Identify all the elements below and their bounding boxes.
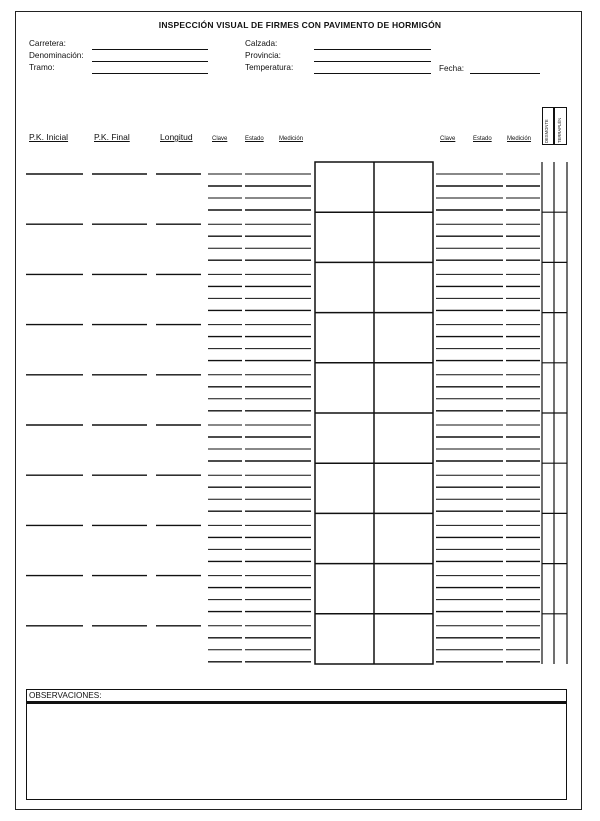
tramo-label: Tramo: — [29, 63, 55, 72]
provincia-label: Provincia: — [245, 51, 281, 60]
clave-heading-right: Clave — [440, 136, 456, 142]
observations-field[interactable] — [26, 702, 567, 800]
pk-final-heading: P.K. Final — [94, 132, 130, 142]
form-title: INSPECCIÓN VISUAL DE FIRMES CON PAVIMENTO DE HORMIGÓN — [158, 20, 442, 30]
observations-header — [26, 689, 567, 702]
temperatura-label: Temperatura: — [245, 63, 294, 72]
longitud-heading: Longitud — [160, 132, 193, 142]
carretera-label: Carretera: — [29, 39, 66, 48]
estado-heading-left: Estado — [245, 136, 264, 142]
desmonte-heading: DESMONTE — [544, 119, 549, 143]
calzada-label: Calzada: — [245, 39, 278, 48]
estado-heading-right: Estado — [473, 136, 492, 142]
medicion-heading-right: Medición — [507, 136, 532, 142]
pk-inicial-heading: P.K. Inicial — [29, 132, 69, 142]
fecha-label: Fecha: — [439, 64, 465, 73]
medicion-heading-left: Medición — [279, 136, 304, 142]
observations-label: OBSERVACIONES: — [29, 691, 102, 700]
denominacion-label: Denominación: — [29, 51, 84, 60]
terraplen-heading: TERRAPLÉN — [557, 117, 562, 143]
clave-heading-left: Clave — [212, 136, 228, 142]
